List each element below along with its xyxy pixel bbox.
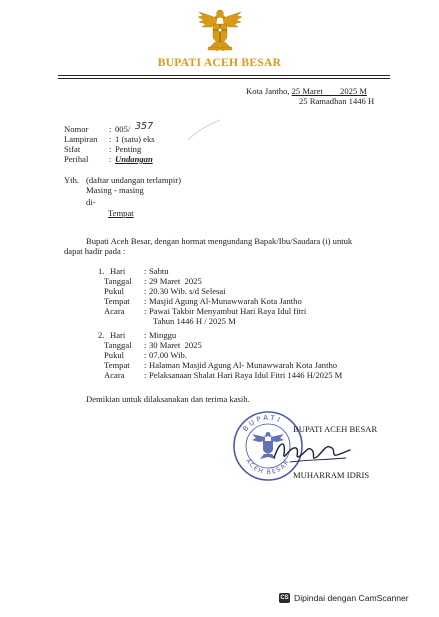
- meta-sifat-label: Sifat: [64, 144, 81, 154]
- event2-tanggal-label: Tanggal: [104, 340, 132, 350]
- recipient-line3: di-: [86, 197, 96, 207]
- event2-tanggal-value: 30 Maret 2025: [149, 340, 202, 350]
- meta-lampiran-sep: :: [109, 134, 112, 144]
- event1-tanggal-value: 29 Maret 2025: [149, 276, 202, 286]
- signature-office: BUPATI ACEH BESAR: [293, 424, 378, 434]
- nomor-handwritten: 357: [135, 121, 154, 132]
- closing-text: Demikian untuk dilaksanakan dan terima kasih.: [86, 394, 250, 404]
- header-rule-thin: [58, 78, 390, 79]
- date-hijri: 25 Ramadhan 1446 H: [299, 96, 375, 106]
- event2-hari-sep: :: [144, 330, 147, 340]
- meta-nomor-value: 005/: [115, 124, 131, 134]
- date-gregorian: 25 Maret 2025 M: [291, 86, 368, 96]
- event1-pukul-sep: :: [144, 286, 147, 296]
- event1-pukul-label: Pukul: [104, 286, 125, 296]
- recipient-line1: (daftar undangan terlampir): [86, 175, 181, 185]
- event2-pukul-value: 07.00 Wib.: [149, 350, 187, 360]
- meta-sifat-value: Penting: [115, 144, 142, 154]
- event1-number: 1.: [98, 266, 105, 276]
- event1-acara-label: Acara: [104, 306, 125, 316]
- date-place: Kota Jantho,: [246, 86, 290, 96]
- camscanner-watermark: Dipindai dengan CamScanner: [294, 593, 409, 603]
- event1-hari-value: Sabtu: [149, 266, 169, 276]
- meta-perihal-sep: :: [109, 154, 112, 164]
- event2-acara-label: Acara: [104, 370, 125, 380]
- event1-tanggal-sep: :: [144, 276, 147, 286]
- event1-hari-label: Hari: [110, 266, 126, 276]
- header-rule: [58, 75, 390, 76]
- event2-tempat-sep: :: [144, 360, 147, 370]
- event2-hari-label: Hari: [110, 330, 126, 340]
- event2-pukul-sep: :: [144, 350, 147, 360]
- intro-line1: Bupati Aceh Besar, dengan hormat mengundang Bapak/Ibu/Saudara (i) untuk: [86, 236, 353, 246]
- event1-tempat-sep: :: [144, 296, 147, 306]
- stamp-bottom-text: ACEH BESAR: [244, 457, 292, 477]
- event2-number: 2.: [98, 330, 105, 340]
- event1-acara-cont: Tahun 1446 H / 2025 M: [153, 316, 236, 326]
- event2-pukul-label: Pukul: [104, 350, 125, 360]
- pen-mark-icon: [186, 118, 222, 144]
- meta-nomor-label: Nomor: [64, 124, 89, 134]
- meta-nomor-sep: :: [109, 124, 112, 134]
- event2-tanggal-sep: :: [144, 340, 147, 350]
- recipient-line4: Tempat: [108, 208, 134, 218]
- event2-tempat-label: Tempat: [104, 360, 130, 370]
- meta-sifat-sep: :: [109, 144, 112, 154]
- event1-tempat-value: Masjid Agung Al-Munawwarah Kota Jantho: [149, 296, 302, 306]
- intro-line2: dapat hadir pada :: [64, 246, 126, 256]
- meta-lampiran-value: 1 (satu) eks: [115, 134, 155, 144]
- event1-tempat-label: Tempat: [104, 296, 130, 306]
- date-line: [246, 86, 367, 96]
- camscanner-logo-icon: CS: [280, 595, 289, 601]
- event2-hari-value: Minggu: [149, 330, 177, 340]
- event1-hari-sep: :: [144, 266, 147, 276]
- stamp-top-text: BUPATI: [241, 413, 284, 434]
- event1-tanggal-label: Tanggal: [104, 276, 132, 286]
- meta-perihal-label: Perihal: [64, 154, 89, 164]
- signature-name: MUHARRAM IDRIS: [293, 470, 370, 480]
- meta-perihal-value: Undangan: [115, 154, 153, 164]
- meta-lampiran-label: Lampiran: [64, 134, 98, 144]
- event2-acara-value: Pelaksanaan Shalat Hari Raya Idul Fitri 1446 H/2025 M: [149, 370, 343, 380]
- garuda-emblem-icon: [195, 4, 245, 54]
- event1-pukul-value: 20.30 Wib. s/d Selesai: [149, 286, 226, 296]
- recipient-yth: Yth.: [64, 175, 80, 185]
- letterhead-title: BUPATI ACEH BESAR: [157, 57, 282, 69]
- handwritten-signature-icon: [270, 436, 352, 468]
- event2-acara-sep: :: [144, 370, 147, 380]
- event2-tempat-value: Halaman Masjid Agung Al- Munawwarah Kota Jantho: [149, 360, 338, 370]
- event1-acara-value: Pawai Takbir Menyambut Hari Raya Idul fitri: [149, 306, 307, 316]
- event1-acara-sep: :: [144, 306, 147, 316]
- recipient-line2: Masing - masing: [86, 185, 144, 195]
